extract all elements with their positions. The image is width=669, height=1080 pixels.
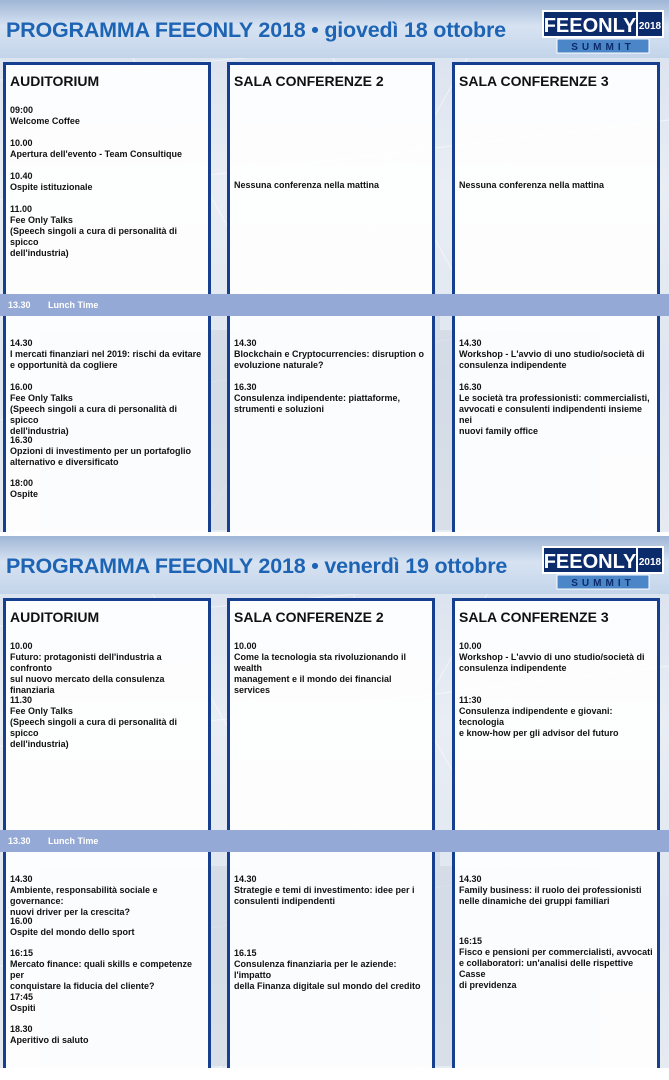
logo-text: FEEONLY [543,551,637,573]
column-sala3-morning [452,598,660,834]
session: 10.00 Come la tecnologia sta rivoluzionando il wealth management e il mondo dei financial services [234,641,407,695]
session: 14.30 Workshop - L'avvio di uno studio/società di consulenza indipendente [459,338,645,370]
column-sala3-morning [452,62,660,298]
logo-subtext: SUMMIT [571,42,635,53]
feeonly-summit-logo [541,9,665,55]
session: 14.30 I mercati finanziari nel 2019: rischi da evitare e opportunità da cogliere [10,338,202,370]
feeonly-summit-logo [541,545,665,591]
day-title: PROGRAMMA FEEONLY 2018 • giovedì 18 ottobre [6,18,506,42]
session: 16.00 Fee Only Talks (Speech singoli a cura di personalità di spicco dell'industria) [10,382,178,436]
session: 16.30 Consulenza indipendente: piattaforme, strumenti e soluzioni [234,382,401,414]
logo-year: 2018 [638,21,662,32]
session: 16.30 Opzioni di investimento per un portafoglio alternativo e diversificato [10,435,191,467]
session: 10.00 Futuro: protagonisti dell'industria a confronto sul nuovo mercato della consulenza finanziaria [10,641,165,695]
session: 11:30 Consulenza indipendente e giovani: tecnologia e know-how per gli advisor del futuro [459,695,619,738]
column-title: SALA CONFERENZE 3 [459,73,609,89]
session: Nessuna conferenza nella mattina [459,180,605,190]
logo-text: FEEONLY [543,15,637,37]
logo-year: 2018 [638,557,662,568]
column-sala3-afternoon [452,852,660,1068]
session: 11.30 Fee Only Talks (Speech singoli a cura di personalità di spicco dell'industria) [10,695,178,749]
column-title: AUDITORIUM [10,73,100,89]
session: 16:15 Mercato finance: quali skills e competenze per conquistare la fiducia del cliente? [10,948,193,991]
session: 11.00 Fee Only Talks (Speech singoli a cura di personalità di spicco dell'industria) [10,204,178,258]
column-auditorium-afternoon [3,852,211,1068]
column-title: AUDITORIUM [10,609,100,625]
logo-subtext: SUMMIT [571,578,635,589]
day-title: PROGRAMMA FEEONLY 2018 • venerdì 19 ottobre [6,554,508,578]
lunch-bar [0,830,669,852]
session: 16.00 Ospite del mondo dello sport [10,916,135,937]
session: 10.40 Ospite istituzionale [10,171,93,192]
column-sala2-morning [227,598,435,834]
column-sala2-afternoon [227,316,435,532]
session: 14.30 Strategie e temi di investimento: idee per i consulenti indipendenti [234,874,415,906]
column-title: SALA CONFERENZE 3 [459,609,609,625]
day-section-friday [0,536,669,1068]
lunch-label: Lunch Time [48,300,99,310]
lunch-time: 13.30 [8,300,31,310]
session: 14.30 Family business: il ruolo dei professionisti nelle dinamiche dei gruppi familiari [459,874,642,906]
day-section-thursday [0,0,669,532]
column-title: SALA CONFERENZE 2 [234,609,384,625]
session: 18.30 Aperitivo di saluto [10,1024,89,1045]
lunch-time: 13.30 [8,836,31,846]
session: 10.00 Apertura dell'evento - Team Consultique [10,138,182,159]
session: 16.15 Consulenza finanziaria per le aziende: l'impatto della Finanza digitale sul mondo del credito [234,948,421,991]
column-sala2-morning [227,62,435,298]
session: 14.30 Ambiente, responsabilità sociale e governance: nuovi driver per la crescita? [10,874,158,917]
column-auditorium-morning [3,62,211,298]
session: 14.30 Blockchain e Cryptocurrencies: disruption o evoluzione naturale? [234,338,425,370]
column-sala2-afternoon [227,852,435,1068]
session: 17:45 Ospiti [10,992,36,1013]
session: 18:00 Ospite [10,478,39,499]
session: Nessuna conferenza nella mattina [234,180,380,190]
lunch-label: Lunch Time [48,836,99,846]
column-title: SALA CONFERENZE 2 [234,73,384,89]
column-auditorium-afternoon [3,316,211,532]
session: 16.30 Le società tra professionisti: commercialisti, avvocati e consulenti indipendenti insieme nei nuovi family office [459,382,650,436]
session: 10.00 Workshop - L'avvio di uno studio/società di consulenza indipendente [459,641,645,673]
column-sala3-afternoon [452,316,660,532]
session: 09:00 Welcome Coffee [10,105,80,126]
lunch-bar [0,294,669,316]
session: 16:15 Fisco e pensioni per commercialisti, avvocati e collaboratori: un'analisi delle rispettive Casse di previdenza [459,936,653,990]
column-auditorium-morning [3,598,211,834]
